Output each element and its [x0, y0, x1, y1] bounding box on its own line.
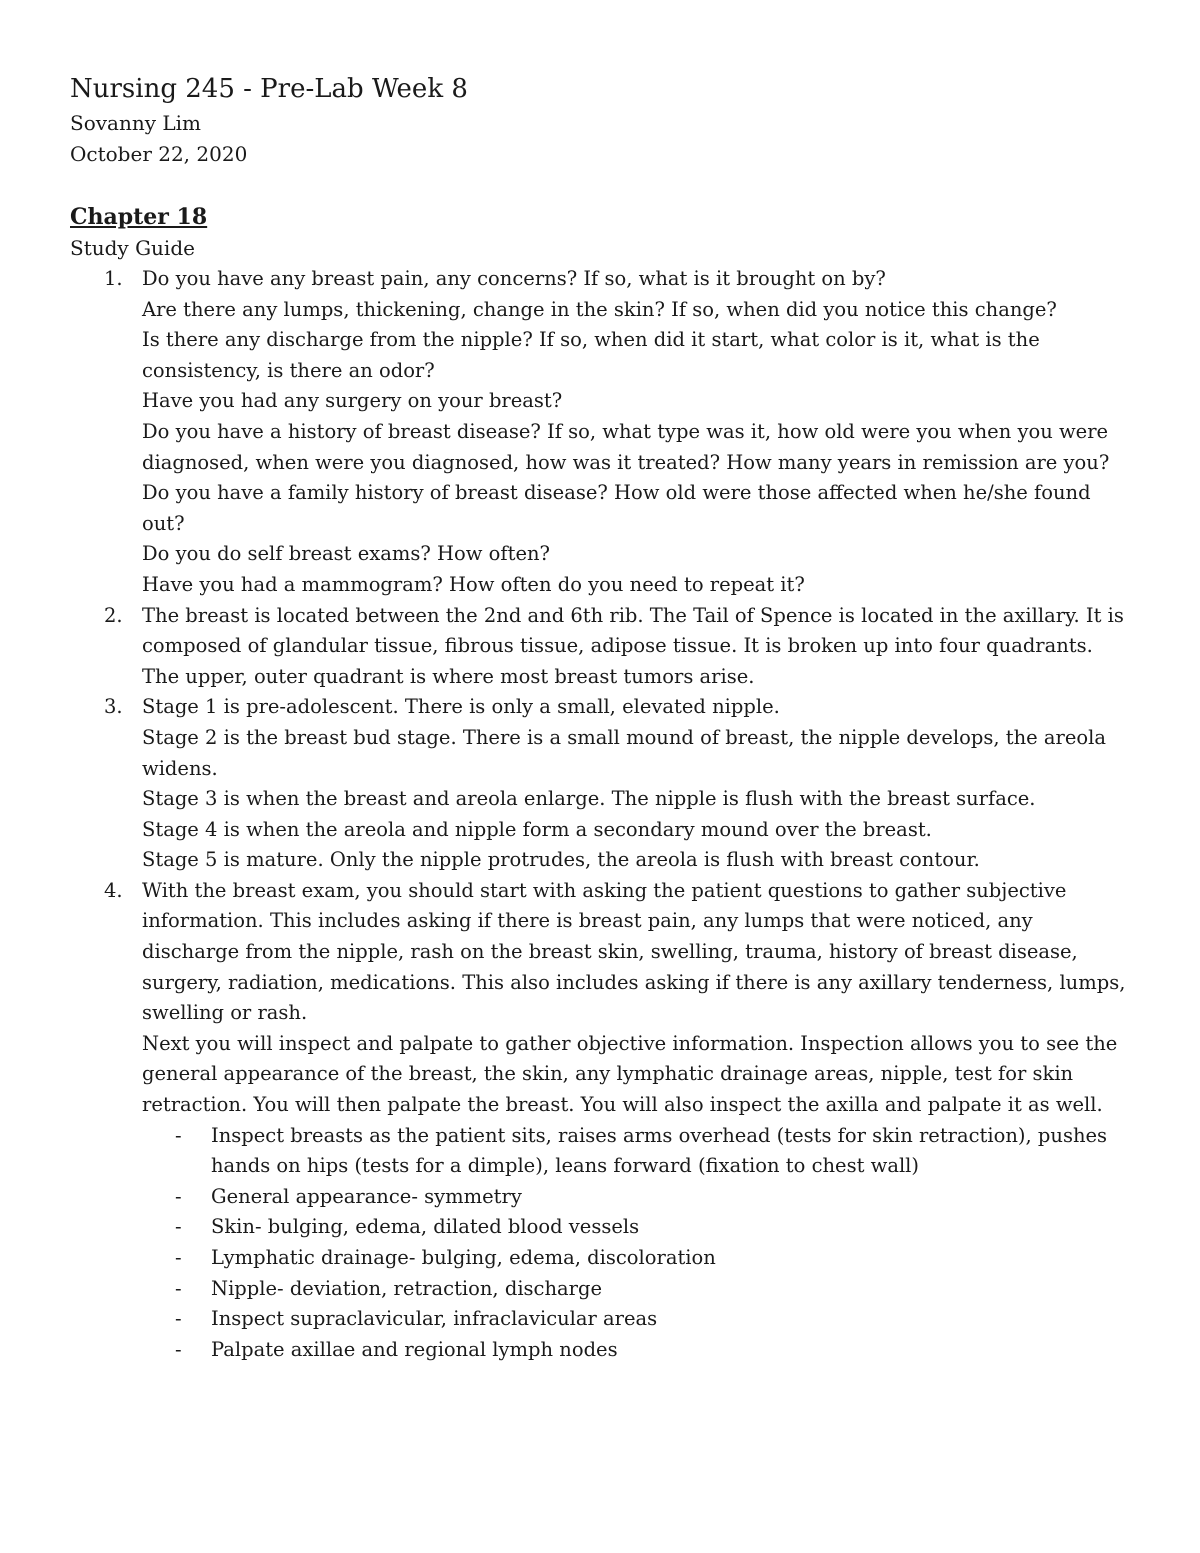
answer-number: 4. [104, 878, 123, 902]
exam-step-text: Inspect breasts as the patient sits, raises arms overhead (tests for skin retraction), pushes hands on hips (tests for a dimple), leans forward (fixation to chest wall) [211, 1123, 1108, 1178]
document-date: October 22, 2020 [70, 142, 248, 166]
answer-paragraph: Stage 5 is mature. Only the nipple protrudes, the areola is flush with breast contour. [142, 848, 980, 872]
answer-item [70, 876, 1130, 1366]
document-page [70, 70, 1130, 1365]
exam-step-text: Palpate axillae and regional lymph nodes [211, 1337, 618, 1361]
answer-paragraph: Next you will inspect and palpate to gather objective information. Inspection allows you to see the general appearance of the breast, the skin, any lymphatic drainage areas, nipple, test for skin retraction. You will then palpate the breast. You will also inspect the axilla and palpate it as well. [142, 1031, 1118, 1117]
answer-item [70, 692, 1130, 876]
answer-paragraph: Have you had a mammogram? How often do you need to repeat it? [142, 572, 805, 596]
answer-list [70, 264, 1130, 1365]
exam-step-text: General appearance- symmetry [211, 1184, 522, 1208]
answer-paragraph: Is there any discharge from the nipple? If so, when did it start, what color is it, what is the consistency, is there an odor? [142, 328, 1040, 382]
exam-step-text: Nipple- deviation, retraction, discharge [211, 1276, 603, 1300]
exam-step-item [142, 1274, 1130, 1305]
dash-marker: - [175, 1276, 182, 1300]
answer-item [70, 601, 1130, 693]
answer-paragraph: Stage 2 is the breast bud stage. There is a small mound of breast, the nipple develops, the areola widens. [142, 725, 1107, 780]
answer-paragraph: Do you have a family history of breast disease? How old were those affected when he/she found out? [142, 481, 1091, 535]
dash-marker: - [175, 1215, 182, 1239]
author-name: Sovanny Lim [70, 111, 202, 135]
answer-paragraph: Do you do self breast exams? How often? [142, 542, 551, 566]
answer-paragraph: The breast is located between the 2nd and 6th rib. The Tail of Spence is located in the axillary. It is composed of glandular tissue, fibrous tissue, adipose tissue. It is broken up into four quadrants. The upper, outer quadrant is where most breast tumors arise. [142, 603, 1124, 688]
document-title: Nursing 245 - Pre-Lab Week 8 [70, 74, 468, 104]
exam-step-text: Lymphatic drainage- bulging, edema, discoloration [211, 1246, 716, 1269]
dash-marker: - [175, 1246, 182, 1269]
section-subtitle: Study Guide [70, 236, 195, 260]
dash-marker: - [175, 1123, 182, 1147]
answer-paragraph: Have you had any surgery on your breast? [142, 389, 563, 413]
answer-number: 3. [104, 695, 123, 719]
exam-step-item [142, 1182, 1130, 1213]
answer-number: 2. [104, 603, 123, 627]
exam-step-item [142, 1304, 1130, 1335]
answer-paragraph: Stage 4 is when the areola and nipple form a secondary mound over the breast. [142, 817, 932, 841]
spacer [70, 170, 1130, 201]
dash-marker: - [175, 1184, 182, 1208]
answer-number: 1. [104, 267, 123, 290]
dash-marker: - [175, 1337, 182, 1361]
answer-paragraph: Do you have any breast pain, any concerns? If so, what is it brought on by? [142, 267, 886, 290]
dash-marker: - [175, 1307, 182, 1331]
answer-paragraph: Do you have a history of breast disease? If so, what type was it, how old were you when you were diagnosed, when were you diagnosed, how was it treated? How many years in remission are you? [142, 419, 1110, 474]
answer-paragraph: Are there any lumps, thickening, change in the skin? If so, when did you notice this change? [142, 297, 1057, 321]
answer-item [70, 264, 1130, 601]
answer-paragraph: Stage 3 is when the breast and areola enlarge. The nipple is flush with the breast surface. [142, 787, 1036, 811]
chapter-heading: Chapter 18 [70, 204, 208, 230]
answer-paragraph: Stage 1 is pre-adolescent. There is only a small, elevated nipple. [142, 695, 780, 719]
exam-step-text: Inspect supraclavicular, infraclavicular areas [211, 1307, 658, 1331]
exam-step-item [142, 1335, 1130, 1366]
exam-step-item [142, 1121, 1130, 1182]
exam-steps-list [142, 1121, 1130, 1366]
exam-step-item [142, 1212, 1130, 1243]
exam-step-item [142, 1243, 1130, 1274]
exam-step-text: Skin- bulging, edema, dilated blood vessels [211, 1215, 640, 1239]
answer-paragraph: With the breast exam, you should start with asking the patient questions to gather subjective information. This includes asking if there is breast pain, any lumps that were noticed, any discharge from the nipple, rash on the breast skin, swelling, trauma, history of breast disease, surgery, radiation, medications. This also includes asking if there is any axillary tenderness, lumps, swelling or rash. [142, 878, 1126, 1025]
